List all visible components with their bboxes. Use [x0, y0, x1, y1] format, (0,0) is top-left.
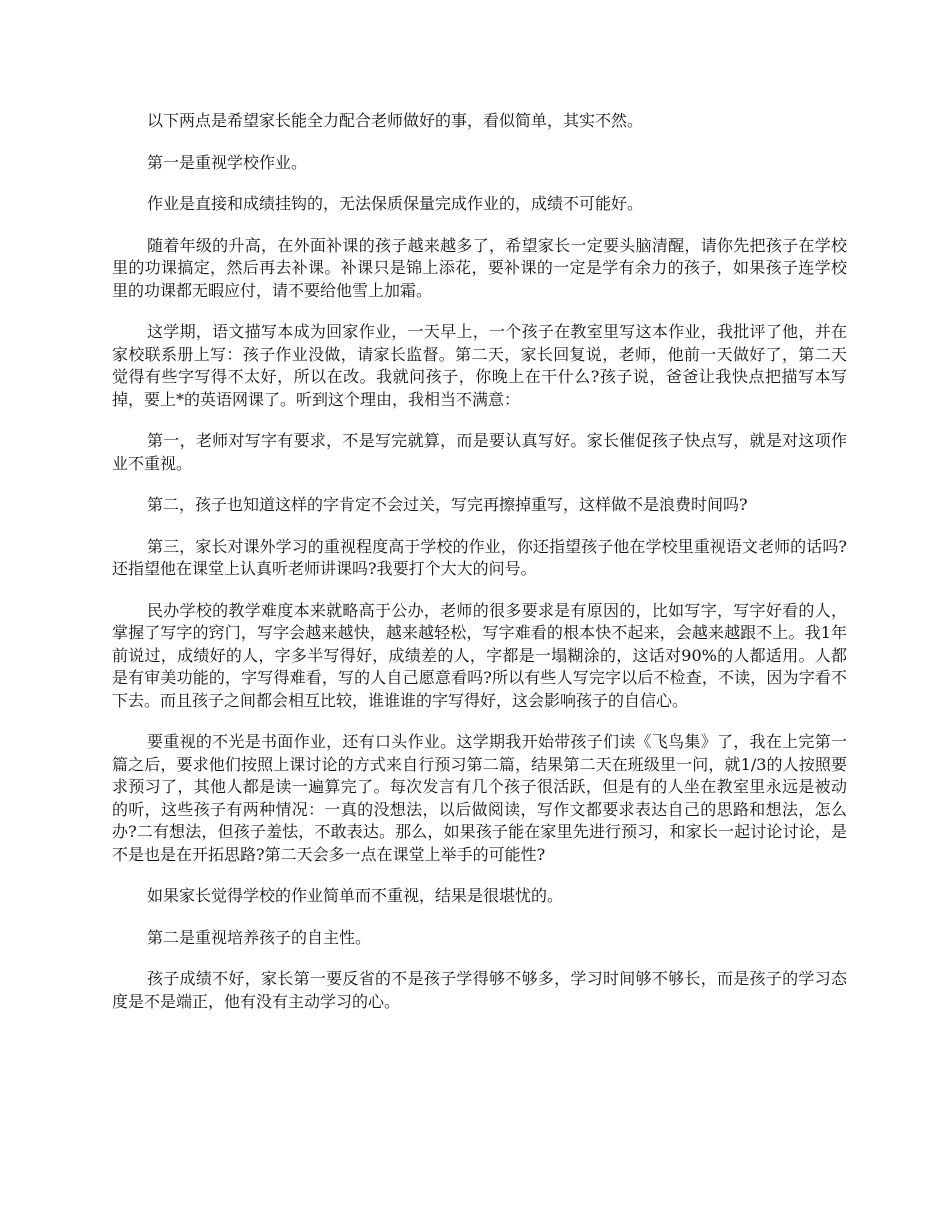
paragraph: 第一，老师对写字有要求，不是写完就算，而是要认真写好。家长催促孩子快点写，就是对这项作业不重视。: [112, 431, 847, 473]
document-body: [112, 110, 847, 1032]
paragraph-point-one-heading: 第一是重视学校作业。: [147, 152, 308, 172]
paragraph: 如果家长觉得学校的作业简单而不重视，结果是很堪忧的。: [147, 886, 564, 905]
paragraph: 随着年级的升高，在外面补课的孩子越来越多了，希望家长一定要头脑清醒，请你先把孩子在学校里的功课搞定，然后再去补课。补课只是锦上添花，要补课的一定是学有余力的孩子，如果孩子连学校里的功课都无暇应付，请不要给他雪上加霜。: [112, 235, 847, 300]
paragraph-intro: 以下两点是希望家长能全力配合老师做好的事，看似简单，其实不然。: [147, 111, 644, 130]
paragraph: 第三，家长对课外学习的重视程度高于学校的作业，你还指望孩子他在学校里重视语文老师的话吗?还指望他在课堂上认真听老师讲课吗?我要打个大大的问号。: [112, 536, 847, 578]
paragraph: 第二，孩子也知道这样的字肯定不会过关，写完再擦掉重写，这样做不是浪费时间吗?: [147, 495, 748, 514]
paragraph: 民办学校的教学难度本来就略高于公办，老师的很多要求是有原因的，比如写字，写字好看的人，掌握了写字的窍门，写字会越来越快，越来越轻松，写字难看的根本快不起来，会越来越跟不上。我1年前说过，成绩好的人，字多半写得好，成绩差的人，字都是一塌糊涂的，这话对90%的人都适用。人都是有审美功能的，字写得难看，写的人自己愿意看吗?所以有些人写完字以后不检查，不读，因为字看不下去。而且孩子之间都会相互比较，谁谁谁的字写得好，这会影响孩子的自信心。: [112, 600, 847, 710]
paragraph: 要重视的不光是书面作业，还有口头作业。这学期我开始带孩子们读《飞鸟集》了，我在上完第一篇之后，要求他们按照上课讨论的方式来自行预习第二篇，结果第二天在班级里一问，就1/3的人按照要求预习了，其他人都是读一遍算完了。每次发言有几个孩子很活跃，但是有的人坐在教室里永远是被动的听，这些孩子有两种情况：一真的没想法，以后做阅读，写作文都要求表达自己的思路和想法，怎么办?二有想法，但孩子羞怯，不敢表达。那么，如果孩子能在家里先进行预习，和家长一起讨论讨论，是不是也是在开拓思路?第二天会多一点在课堂上举手的可能性?: [112, 732, 847, 864]
paragraph: 作业是直接和成绩挂钩的，无法保质保量完成作业的，成绩不可能好。: [147, 194, 644, 213]
paragraph: 孩子成绩不好，家长第一要反省的不是孩子学得够不够多，学习时间够不够长，而是孩子的学习态度是不是端正，他有没有主动学习的心。: [112, 969, 847, 1011]
paragraph-point-two-heading: 第二是重视培养孩子的自主性。: [147, 927, 372, 947]
paragraph: 这学期，语文描写本成为回家作业，一天早上，一个孩子在教室里写这本作业，我批评了他，并在家校联系册上写：孩子作业没做，请家长监督。第二天，家长回复说，老师，他前一天做好了，第二天觉得有些字写得不太好，所以在改。我就问孩子，你晚上在干什么?孩子说，爸爸让我快点把描写本写掉，要上*的英语网课了。听到这个理由，我相当不满意：: [112, 322, 847, 409]
